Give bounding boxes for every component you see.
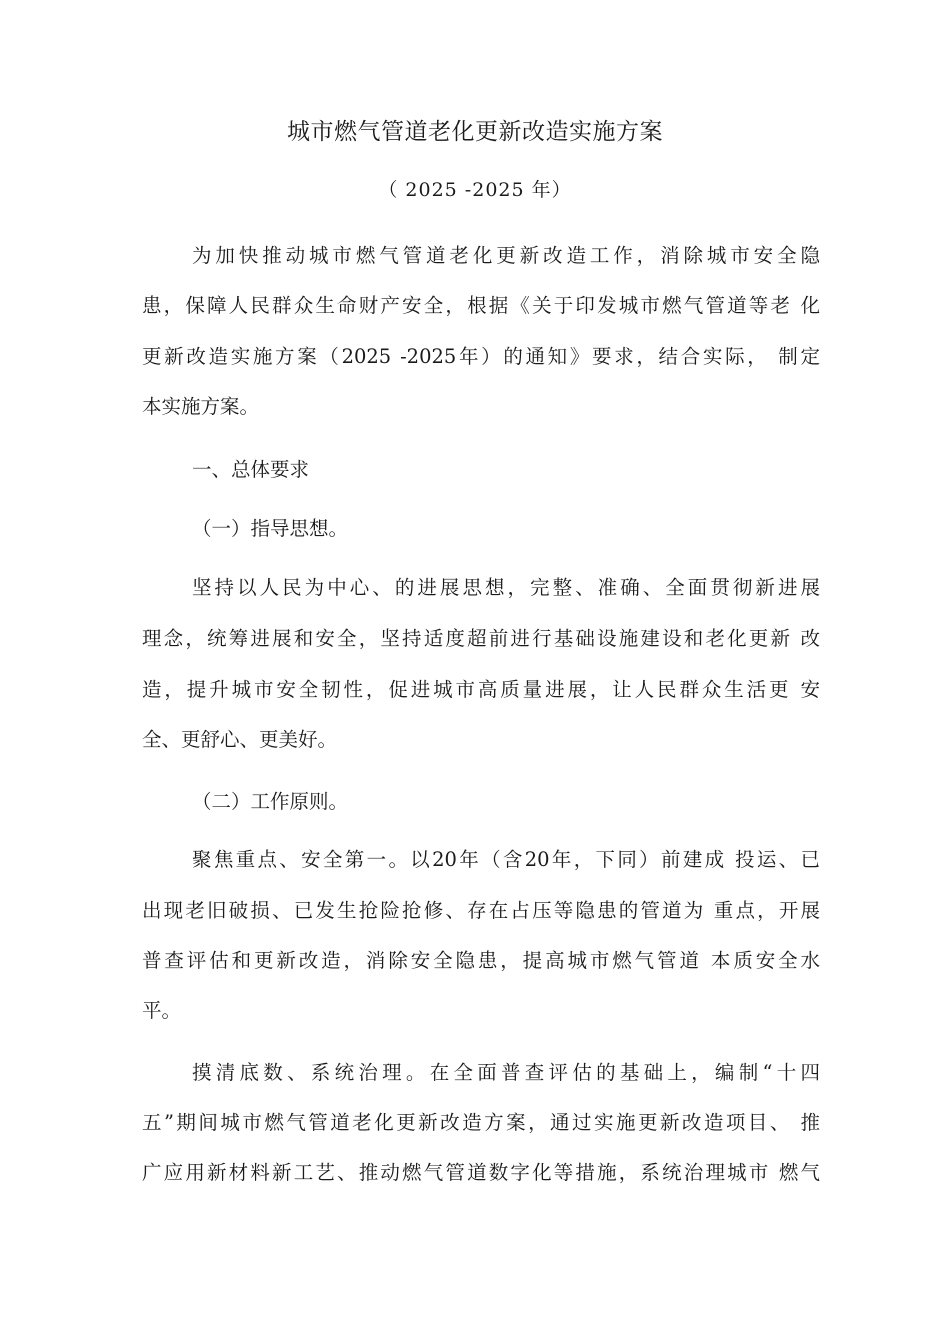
- guiding-line-2: 理念，统筹进展和安全，坚持适度超前进行基础设施建设和老化更新 改: [142, 627, 820, 650]
- intro-line-2: 患，保障人民群众生命财产安全，根据《关于印发城市燃气管道等老 化: [142, 294, 820, 317]
- document-subtitle: （ 2025 -2025 年）: [378, 179, 572, 201]
- principle1-line-2: 出现老旧破损、已发生抢险抢修、存在占压等隐患的管道为 重点，开展: [142, 899, 820, 922]
- section-heading-overall: 一、总体要求: [192, 458, 310, 481]
- principle1-line-3: 普查评估和更新改造，消除安全隐患，提高城市燃气管道 本质安全水: [142, 949, 820, 972]
- guiding-line-1: 坚持以人民为中心、的进展思想，完整、准确、全面贯彻新进展: [192, 576, 820, 599]
- document-title: 城市燃气管道老化更新改造实施方案: [287, 119, 663, 145]
- principle2-line-1: 摸清底数、系统治理。在全面普查评估的基础上，编制“十四: [192, 1061, 820, 1084]
- principle1-line-4: 平。: [142, 999, 182, 1022]
- intro-line-1: 为加快推动城市燃气管道老化更新改造工作，消除城市安全隐: [192, 244, 820, 267]
- intro-line-3: 更新改造实施方案（2025 -2025年）的通知》要求，结合实际， 制定: [142, 345, 820, 368]
- principle2-line-3: 广应用新材料新工艺、推动燃气管道数字化等措施，系统治理城市 燃气: [142, 1161, 820, 1184]
- subsection-heading-principles: （二）工作原则。: [192, 790, 349, 813]
- principle2-line-2: 五”期间城市燃气管道老化更新改造方案，通过实施更新改造项目、 推: [142, 1111, 820, 1134]
- guiding-line-4: 全、更舒心、更美好。: [142, 728, 338, 751]
- intro-line-4: 本实施方案。: [142, 395, 260, 418]
- guiding-line-3: 造，提升城市安全韧性，促进城市高质量进展，让人民群众生活更 安: [142, 678, 820, 701]
- principle1-line-1: 聚焦重点、安全第一。以20年（含20年，下同）前建成 投运、已: [192, 848, 820, 871]
- subsection-heading-guiding: （一）指导思想。: [192, 517, 349, 540]
